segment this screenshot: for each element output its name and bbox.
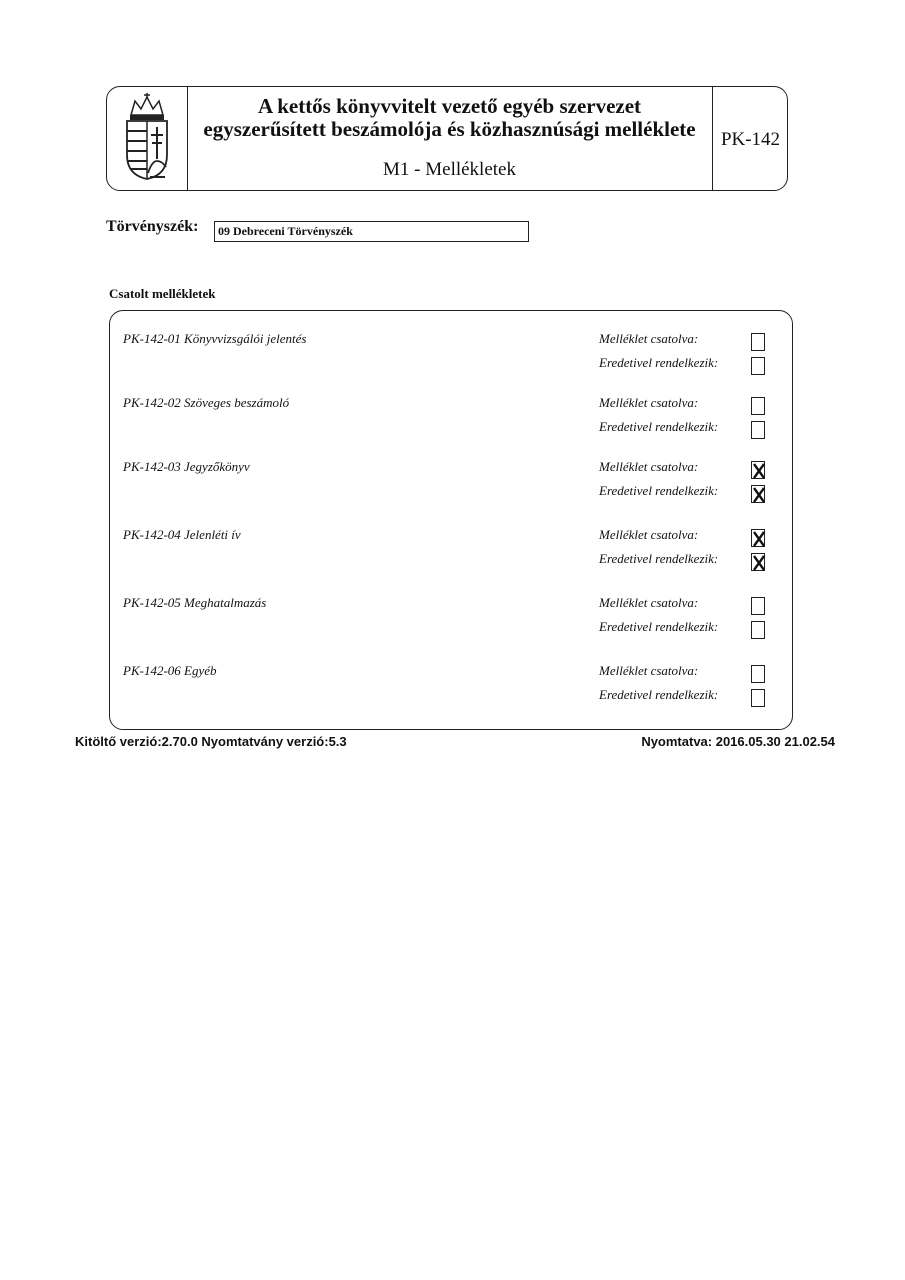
original-checkbox[interactable] bbox=[751, 553, 765, 571]
original-checkbox[interactable] bbox=[751, 485, 765, 503]
original-label: Eredetivel rendelkezik: bbox=[599, 419, 719, 434]
footer-printed: Nyomtatva: 2016.05.30 21.02.54 bbox=[641, 734, 835, 749]
form-title-line2: egyszerűsített beszámolója és közhasznúsági melléklete bbox=[203, 117, 696, 141]
checked-x-icon bbox=[752, 554, 766, 572]
original-checkbox[interactable] bbox=[751, 357, 765, 375]
attached-label: Melléklet csatolva: bbox=[599, 663, 699, 678]
court-label: Törvényszék: bbox=[106, 218, 199, 235]
attachments-box bbox=[109, 310, 793, 730]
attached-label: Melléklet csatolva: bbox=[599, 395, 699, 410]
original-checkbox[interactable] bbox=[751, 689, 765, 707]
checked-x-icon bbox=[752, 462, 766, 480]
attachments-heading: Csatolt mellékletek bbox=[109, 286, 216, 301]
original-label: Eredetivel rendelkezik: bbox=[599, 619, 719, 634]
form-code: PK-142 bbox=[720, 129, 781, 150]
court-field[interactable]: 09 Debreceni Törvényszék bbox=[214, 221, 529, 242]
form-subtitle: M1 - Mellékletek bbox=[383, 159, 516, 180]
checked-x-icon bbox=[752, 486, 766, 504]
attached-label: Melléklet csatolva: bbox=[599, 595, 699, 610]
attachment-row bbox=[110, 377, 792, 437]
attached-checkbox[interactable] bbox=[751, 529, 765, 547]
form-title-cell bbox=[187, 87, 712, 190]
attached-label: Melléklet csatolva: bbox=[599, 527, 699, 542]
attached-label: Melléklet csatolva: bbox=[599, 459, 699, 474]
attachment-name: PK-142-03 Jegyzőkönyv bbox=[123, 459, 250, 474]
attachment-name: PK-142-01 Könyvvizsgálói jelentés bbox=[123, 331, 307, 346]
attached-checkbox[interactable] bbox=[751, 665, 765, 683]
original-label: Eredetivel rendelkezik: bbox=[599, 483, 719, 498]
original-label: Eredetivel rendelkezik: bbox=[599, 355, 719, 370]
hungarian-coat-of-arms-icon bbox=[121, 93, 173, 181]
attachment-row bbox=[110, 509, 792, 569]
original-label: Eredetivel rendelkezik: bbox=[599, 551, 719, 566]
attached-checkbox[interactable] bbox=[751, 461, 765, 479]
crest-cell bbox=[107, 87, 188, 190]
checked-x-icon bbox=[752, 530, 766, 548]
attachment-name: PK-142-05 Meghatalmazás bbox=[123, 595, 267, 610]
footer-version: Kitöltő verzió:2.70.0 Nyomtatvány verzió:5.3 bbox=[75, 734, 347, 749]
attached-checkbox[interactable] bbox=[751, 397, 765, 415]
form-code-cell bbox=[712, 87, 788, 190]
original-checkbox[interactable] bbox=[751, 421, 765, 439]
attachment-name: PK-142-04 Jelenléti ív bbox=[123, 527, 241, 542]
form-title-line1: A kettős könyvvitelt vezető egyéb szervezet bbox=[257, 94, 642, 118]
form-header bbox=[106, 86, 788, 191]
attachment-name: PK-142-02 Szöveges beszámoló bbox=[123, 395, 290, 410]
original-checkbox[interactable] bbox=[751, 621, 765, 639]
original-label: Eredetivel rendelkezik: bbox=[599, 687, 719, 702]
attached-checkbox[interactable] bbox=[751, 333, 765, 351]
attached-checkbox[interactable] bbox=[751, 597, 765, 615]
attached-label: Melléklet csatolva: bbox=[599, 331, 699, 346]
attachment-name: PK-142-06 Egyéb bbox=[123, 663, 217, 678]
attachment-row bbox=[110, 577, 792, 637]
attachment-row bbox=[110, 313, 792, 373]
attachment-row bbox=[110, 441, 792, 501]
attachment-row bbox=[110, 645, 792, 705]
